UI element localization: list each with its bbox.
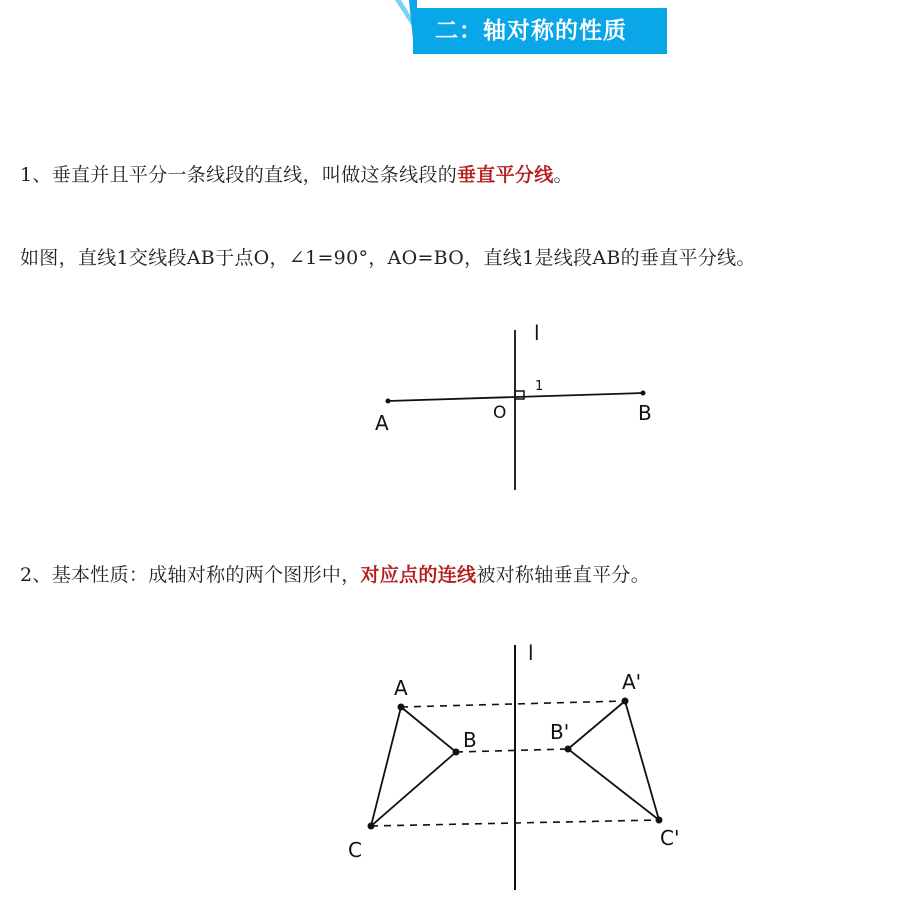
label-angle-1: 1: [535, 379, 544, 394]
definition-suffix: 。: [553, 164, 573, 186]
point-c-prime: [656, 817, 663, 824]
point-b: [453, 749, 460, 756]
property-highlight: 对应点的连线: [360, 564, 477, 586]
definition-text: 1、垂直并且平分一条线段的直线，叫做这条线段的: [20, 164, 457, 186]
triangle-abc: [371, 707, 456, 826]
example-text: 如图，直线1交线段AB于点O，∠1=90°，AO=BO，直线1是线段AB的垂直平分线。: [20, 247, 756, 269]
point-a-prime: [622, 698, 629, 705]
label-b: B: [638, 401, 652, 425]
label-a: A: [375, 411, 389, 435]
label-line-l: l: [528, 641, 534, 665]
label-a: A: [394, 676, 408, 700]
figure-axial-symmetry: [330, 635, 710, 895]
point-a: [386, 399, 391, 404]
label-b-prime: B': [550, 720, 570, 744]
label-c-prime: C': [660, 826, 680, 850]
property-suffix: 被对称轴垂直平分。: [476, 564, 651, 586]
point-a: [398, 704, 405, 711]
label-o: O: [493, 403, 507, 423]
definition-highlight: 垂直平分线: [457, 164, 554, 186]
label-line-l: l: [534, 321, 540, 345]
paragraph-definition: [20, 160, 573, 187]
label-b: B: [463, 728, 477, 752]
point-c: [368, 823, 375, 830]
paragraph-property: [20, 560, 650, 587]
label-a-prime: A': [622, 670, 642, 694]
point-b-prime: [565, 746, 572, 753]
section-banner: [395, 0, 667, 54]
paragraph-example: [20, 243, 756, 270]
triangle-abc-prime: [568, 701, 659, 820]
banner-title: 二：轴对称的性质: [435, 18, 627, 44]
figure-perpendicular-bisector: [360, 320, 700, 500]
label-c: C: [348, 838, 362, 862]
dashed-aa: [401, 701, 625, 707]
point-b: [641, 391, 646, 396]
property-text: 2、基本性质：成轴对称的两个图形中，: [20, 564, 361, 586]
